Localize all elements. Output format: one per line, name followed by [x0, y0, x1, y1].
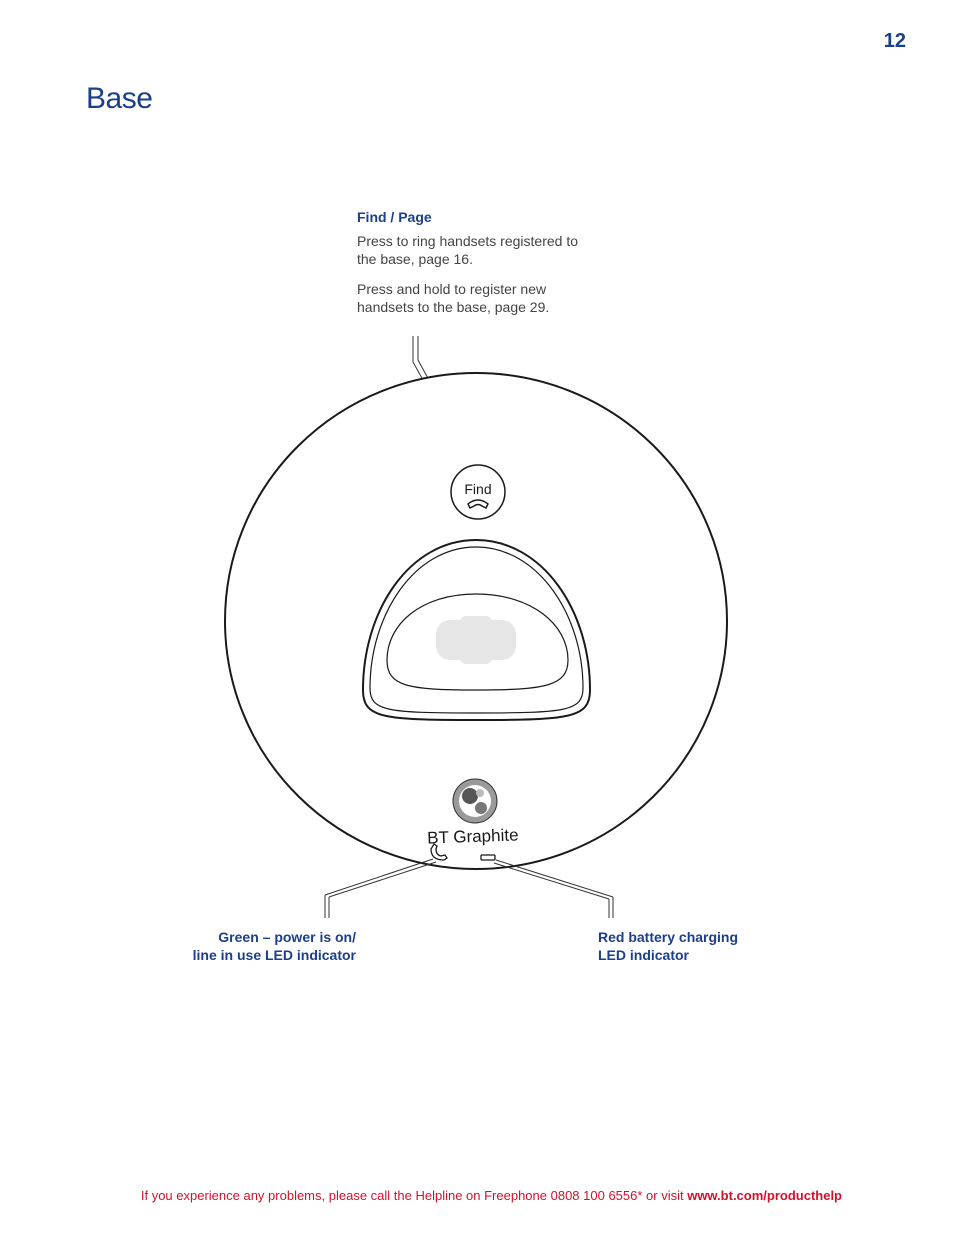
find-button — [451, 465, 505, 519]
find-page-callout-text-1: Press to ring handsets registered to the base, page 16. — [357, 233, 579, 267]
green-led-callout — [180, 928, 356, 964]
find-page-callout-title: Find / Page — [357, 209, 432, 225]
page-number: 12 — [883, 30, 906, 52]
red-led-leader-line — [494, 860, 613, 918]
green-led-leader-line — [325, 859, 436, 918]
find-page-callout-text-2: Press and hold to register new handsets to the base, page 29. — [357, 281, 550, 315]
footer-link[interactable]: www.bt.com/producthelp — [687, 1188, 842, 1203]
page-title: Base — [86, 82, 153, 115]
green-led-callout-line-2: line in use LED indicator — [192, 947, 356, 963]
green-led-callout-line-1: Green – power is on/ — [218, 929, 356, 945]
helpline-footer — [0, 1188, 842, 1203]
red-led-callout-line-2: LED indicator — [598, 947, 690, 963]
brand-label: BT Graphite — [426, 825, 519, 848]
red-led-callout — [598, 928, 788, 964]
bt-logo-globe-icon — [453, 779, 497, 823]
red-led-callout-line-1: Red battery charging — [598, 929, 739, 945]
footer-text: If you experience any problems, please call the Helpline on Freephone 0808 100 6556* or visit — [140, 1188, 688, 1203]
find-button-label: Find — [464, 481, 492, 497]
